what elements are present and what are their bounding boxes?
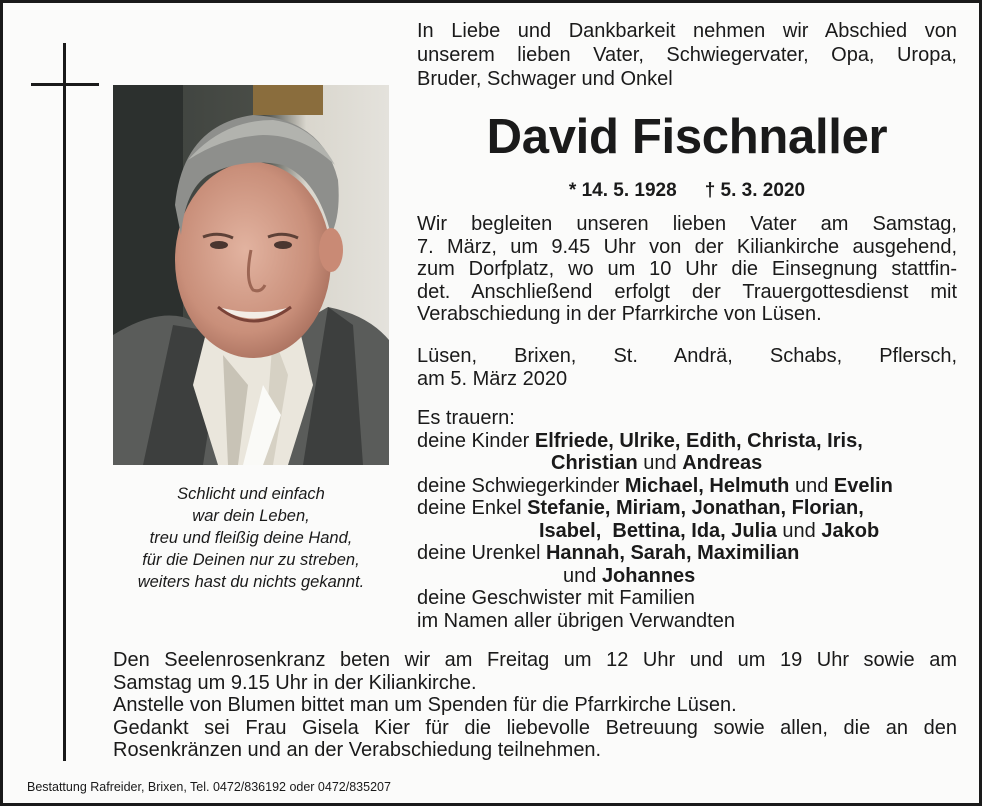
closing-line: Rosenkränzen und an der Verabschiedung teilnehmen. xyxy=(113,739,602,761)
funeral-line: 7. März, um 9.45 Uhr von der Kiliankirche ausgehend, xyxy=(417,235,957,258)
poem-line: war dein Leben, xyxy=(192,507,310,525)
poem-line: Schlicht und einfach xyxy=(177,485,325,503)
intro-line: unserem lieben Vater, Schwiegervater, Opa, Uropa, xyxy=(417,44,957,66)
mourners-conjunction: und xyxy=(794,474,829,497)
closing-line: Samstag um 9.15 Uhr in der Kiliankirche. xyxy=(113,671,477,694)
mourners-conjunction: und xyxy=(782,519,816,542)
mourners-names: Evelin xyxy=(833,474,893,497)
deceased-name: David Fischnaller xyxy=(486,110,888,164)
closing-line: Anstelle von Blumen bittet man um Spenden für die Pfarrkirche Lüsen. xyxy=(113,694,737,716)
mourners-inlaws xyxy=(417,475,957,498)
poem xyxy=(113,483,389,593)
mourners-names: Isabel, Bettina, Ida, Julia xyxy=(539,519,777,542)
place-date-line: am 5. März 2020 xyxy=(417,367,568,390)
intro-line: Bruder, Schwager und Onkel xyxy=(417,68,673,90)
funeral-text xyxy=(417,213,957,326)
closing-notes xyxy=(113,649,957,762)
funeral-line: Verabschiedung in der Pfarrkirche von Lüsen. xyxy=(417,303,822,325)
mourners-label: deine Enkel xyxy=(417,497,522,519)
mourners-conjunction: und xyxy=(563,564,597,587)
mourners-great-grandchildren xyxy=(417,542,957,565)
mourners-names: Michael, Helmuth xyxy=(624,474,790,497)
closing-line: Den Seelenrosenkranz beten wir am Freitag um 12 Uhr und um 19 Uhr sowie am xyxy=(113,649,957,671)
cross-vertical-bar xyxy=(63,43,66,761)
poem-line: treu und fleißig deine Hand, xyxy=(149,529,353,547)
mourners-names: Stefanie, Miriam, Jonathan, Florian, xyxy=(527,497,864,519)
places-line: Lüsen, Brixen, St. Andrä, Schabs, Pflersch, xyxy=(417,345,957,367)
mourners-list xyxy=(417,407,957,632)
mourners-conjunction: und xyxy=(643,452,677,474)
mourners-great-grandchildren-cont xyxy=(417,565,957,588)
mourners-grandchildren-cont xyxy=(417,520,957,543)
mourners-heading: Es trauern: xyxy=(417,407,515,429)
death-date: † 5. 3. 2020 xyxy=(704,180,806,201)
intro-line: In Liebe und Dankbarkeit nehmen wir Abschied von xyxy=(417,20,957,42)
mourners-label: deine Kinder xyxy=(417,429,530,452)
place-and-date xyxy=(417,345,957,390)
mourners-siblings: deine Geschwister mit Familien xyxy=(417,587,695,609)
mourners-names: Hannah, Sarah, Maximilian xyxy=(545,542,800,564)
birth-date: * 14. 5. 1928 xyxy=(568,180,677,201)
mourners-names: Johannes xyxy=(601,564,696,587)
mourners-relatives: im Namen aller übrigen Verwandten xyxy=(417,609,735,632)
mourners-names: Andreas xyxy=(682,452,763,474)
funeral-line: det. Anschließend erfolgt der Trauergottesdienst mit xyxy=(417,280,957,303)
portrait-illustration xyxy=(113,85,389,465)
mourners-grandchildren xyxy=(417,497,957,520)
mourners-label: deine Urenkel xyxy=(417,542,541,564)
poem-line: für die Deinen nur zu streben, xyxy=(142,551,360,569)
mourners-children-cont xyxy=(417,452,957,475)
intro-text xyxy=(417,19,957,91)
mourners-names: Elfriede, Ulrike, Edith, Christa, Iris, xyxy=(534,429,863,452)
funeral-home-footer: Bestattung Rafreider, Brixen, Tel. 0472/836192 oder 0472/835207 xyxy=(27,780,391,794)
mourners-children xyxy=(417,430,957,453)
mourners-names: Christian xyxy=(551,452,638,474)
poem-line: weiters hast du nichts gekannt. xyxy=(137,573,365,591)
mourners-label: deine Schwiegerkinder xyxy=(417,474,620,497)
life-dates xyxy=(417,179,957,203)
mourners-names: Jakob xyxy=(821,519,880,542)
funeral-line: Wir begleiten unseren lieben Vater am Samstag, xyxy=(417,213,957,235)
cross-horizontal-bar xyxy=(31,83,99,86)
portrait-photo xyxy=(113,85,389,465)
closing-line: Gedankt sei Frau Gisela Kier für die liebevolle Betreuung sowie allen, die an den xyxy=(113,716,957,739)
funeral-line: zum Dorfplatz, wo um 10 Uhr die Einsegnung stattfin- xyxy=(417,258,957,280)
